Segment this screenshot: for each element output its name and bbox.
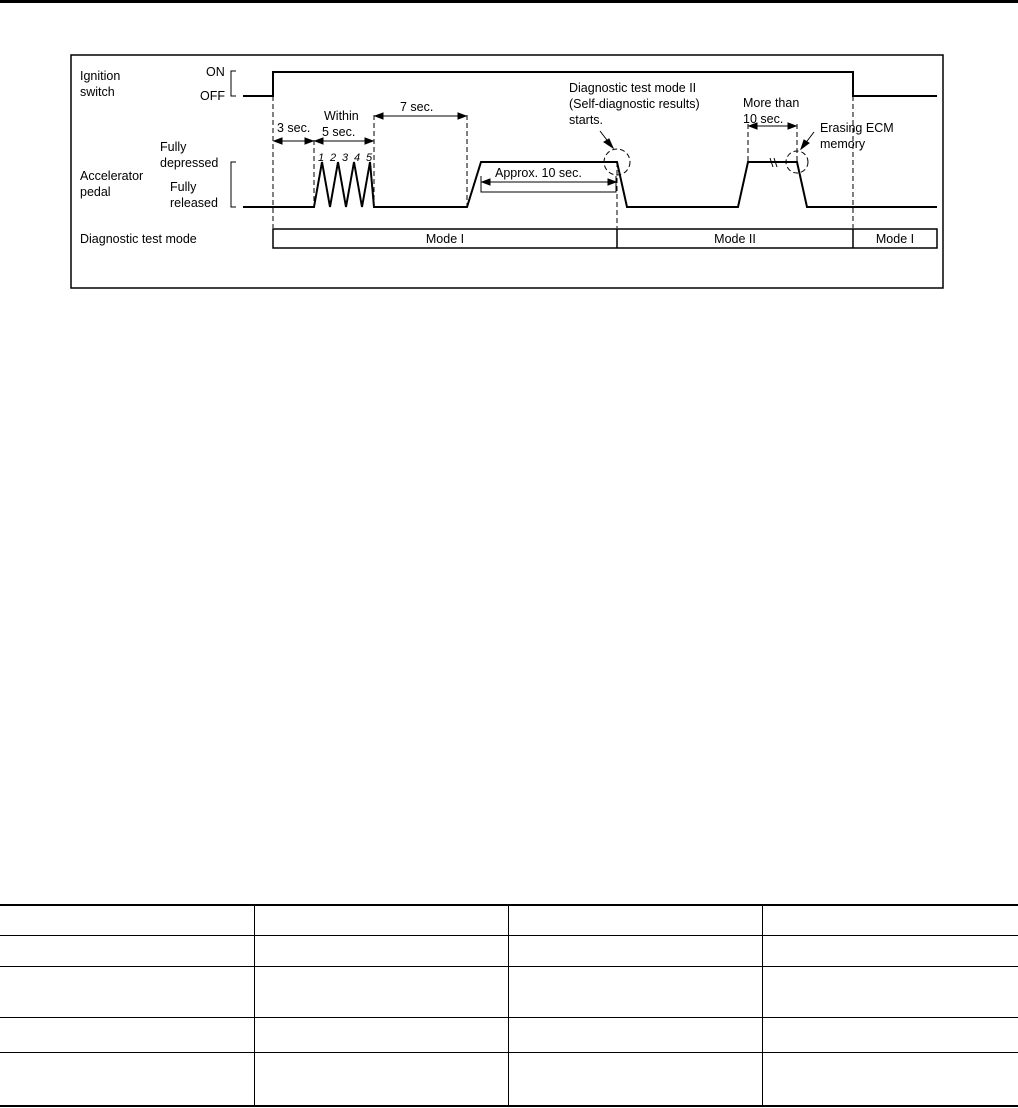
table-cell <box>0 966 254 1017</box>
label-within-1: Within <box>324 109 359 123</box>
label-diag-mode-ii-2: (Self-diagnostic results) <box>569 97 700 111</box>
pedal-released-label-1: Fully <box>170 180 197 194</box>
leader-mode-ii-start <box>600 131 613 148</box>
press-count-4: 4 <box>354 152 361 164</box>
table-cell <box>508 966 762 1017</box>
label-7sec: 7 sec. <box>400 100 434 114</box>
table-cell <box>762 935 1018 966</box>
table-cell <box>762 966 1018 1017</box>
table-cell <box>762 1052 1018 1106</box>
ignition-on-label: ON <box>206 65 225 79</box>
table-row <box>0 935 1018 966</box>
ignition-label-line2: switch <box>80 85 115 99</box>
label-within-2: 5 sec. <box>322 125 356 139</box>
pedal-depressed-label-2: depressed <box>160 156 219 170</box>
leader-erase-memory <box>801 132 814 149</box>
mode-bar <box>273 229 937 248</box>
table-cell <box>0 905 254 935</box>
pedal-waveform <box>243 162 937 207</box>
press-count-5: 5 <box>366 152 373 164</box>
diagnostic-timing-diagram <box>0 0 1018 300</box>
table-cell <box>0 1052 254 1106</box>
label-erase-ecm-2: memory <box>820 137 866 151</box>
table-row <box>0 1017 1018 1052</box>
table-row <box>0 1052 1018 1106</box>
table-cell <box>0 1017 254 1052</box>
pedal-released-label-2: released <box>170 196 218 210</box>
table-cell <box>254 905 508 935</box>
pedal-level-bracket <box>231 162 236 207</box>
table-cell <box>508 1017 762 1052</box>
table-cell <box>508 935 762 966</box>
ignition-label-line1: Ignition <box>80 69 121 83</box>
label-3sec: 3 sec. <box>277 121 311 135</box>
label-approx-10sec: Approx. 10 sec. <box>495 166 582 180</box>
pedal-depressed-label-1: Fully <box>160 140 187 154</box>
mode-segment-2: Mode II <box>714 232 756 246</box>
table-row <box>0 905 1018 935</box>
mode-segment-1: Mode I <box>425 232 465 246</box>
mode-row-label: Diagnostic test mode <box>80 232 197 246</box>
table-cell <box>508 905 762 935</box>
dim-3sec <box>274 138 313 144</box>
press-count-3: 3 <box>342 152 349 164</box>
table-cell <box>254 1052 508 1106</box>
pedal-label-line1: Accelerator <box>80 169 144 183</box>
label-erase-ecm-1: Erasing ECM <box>820 121 894 135</box>
table-cell <box>254 966 508 1017</box>
pedal-label-line2: pedal <box>80 185 111 199</box>
table-cell <box>0 935 254 966</box>
table-cell <box>254 1017 508 1052</box>
ignition-off-label: OFF <box>200 89 225 103</box>
table-cell <box>762 905 1018 935</box>
ignition-level-bracket <box>231 71 236 96</box>
press-count-1: 1 <box>318 152 325 164</box>
label-more-than-1: More than <box>743 96 800 110</box>
table-cell <box>254 935 508 966</box>
mode-segment-3: Mode I <box>875 232 915 246</box>
table-cell <box>762 1017 1018 1052</box>
label-diag-mode-ii-3: starts. <box>569 113 604 127</box>
table-cell <box>508 1052 762 1106</box>
reference-table <box>0 904 1018 1107</box>
table-row <box>0 966 1018 1017</box>
press-count-2: 2 <box>330 152 337 164</box>
label-more-than-2: 10 sec. <box>743 112 784 126</box>
label-diag-mode-ii-1: Diagnostic test mode II <box>569 81 697 95</box>
